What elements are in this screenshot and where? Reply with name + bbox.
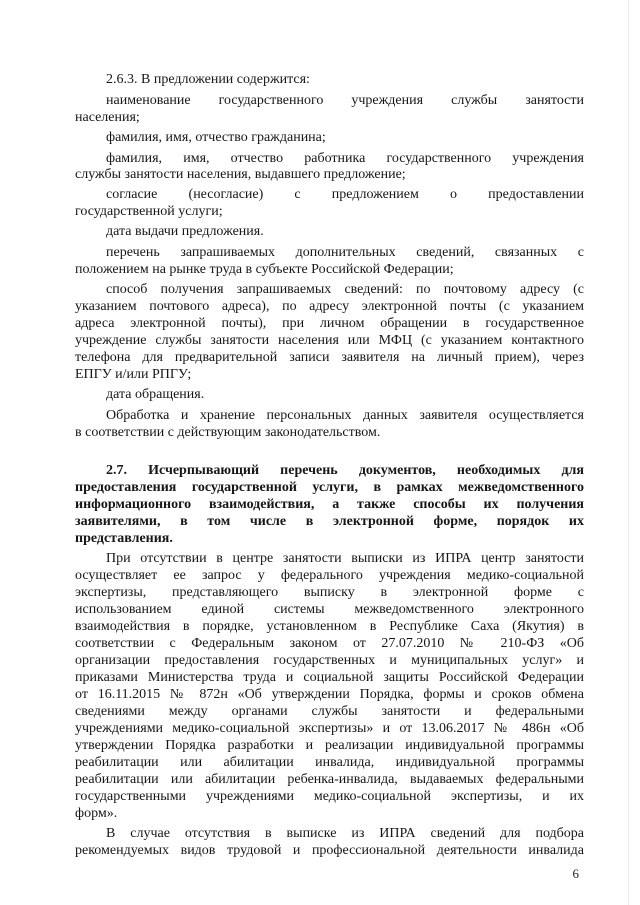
text-line: государственной услуги;	[75, 204, 223, 219]
text-line: дата выдачи предложения.	[106, 224, 264, 239]
text-line: организации предоставления государственных и муниципальных услуг» и	[75, 653, 584, 668]
text-line: реабилитации или абилитации ребенка-инвалида, выдаваемых федеральными	[75, 772, 584, 787]
text-line: форм».	[75, 806, 118, 821]
text-line: положением на рынке труда в субъекте Российской Федерации;	[75, 262, 454, 277]
scan-edge	[628, 0, 629, 905]
text-line: службы занятости населения, выдавшего предложение;	[75, 167, 406, 182]
text-line: сведениями между органами службы занятости и федеральными	[75, 704, 584, 719]
text-line: способ получения запрашиваемых сведений: по почтовому адресу (с	[106, 282, 584, 297]
text-line: утверждении Порядка разработки и реализации индивидуальной программы	[75, 738, 584, 753]
text-line: соответствии с Федеральным законом от 27.07.2010 № 210-ФЗ «Об	[75, 636, 584, 651]
text-line: дата обращения.	[106, 387, 205, 402]
heading-line: предоставления государственной услуги, в рамках межведомственного	[75, 480, 584, 495]
text-line: ЕПГУ и/или РПГУ;	[75, 367, 192, 382]
heading-line: представления.	[75, 531, 173, 546]
heading-line: 2.7. Исчерпывающий перечень документов, необходимых для	[106, 463, 584, 478]
heading-line: заявителями, в том числе в электронной форме, порядок их	[75, 514, 584, 529]
text-line: Обработка и хранение персональных данных заявителя осуществляется	[106, 408, 584, 423]
text-line: При отсутствии в центре занятости выписки из ИПРА центр занятости	[106, 551, 584, 566]
page-number: 6	[572, 866, 579, 881]
text-line: реабилитации или абилитации инвалида, индивидуальной программы	[75, 755, 584, 770]
text-line: указанием почтового адреса), по адресу электронной почты (с указанием	[75, 299, 584, 314]
text-line: экспертизы, представляющего выписку в электронной форме с	[75, 585, 584, 600]
section-heading: 2.6.3. В предложении содержится:	[106, 72, 310, 87]
text-line: учреждениями медико-социальной экспертизы» и от 13.06.2017 № 486н «Об	[75, 721, 584, 736]
text-line: фамилия, имя, отчество работника государственного учреждения	[106, 151, 584, 166]
text-line: осуществляет ее запрос у федерального учреждения медико-социальной	[75, 568, 584, 583]
text-line: населения;	[75, 110, 140, 125]
text-line: государственными учреждениями медико-социальной экспертизы, и их	[75, 789, 584, 804]
text-line: В случае отсутствия в выписке из ИПРА сведений для подбора	[106, 826, 584, 841]
text-line: адреса электронной почты), при личном обращении в государственное	[75, 316, 584, 331]
text-line: в соответствии с действующим законодательством.	[75, 425, 381, 440]
text-line: наименование государственного учреждения службы занятости	[106, 93, 584, 108]
text-line: рекомендуемых видов трудовой и профессиональной деятельности инвалида	[75, 843, 584, 858]
text-line: телефона для предварительной записи заявителя на личный прием), через	[75, 350, 584, 365]
text-line: согласие (несогласие) с предложением о предоставлении	[106, 187, 584, 202]
text-line: приказами Министерства труда и социальной защиты Российской Федерации	[75, 670, 584, 685]
text-line: учреждение службы занятости населения или МФЦ (с указанием контактного	[75, 333, 584, 348]
text-line: взаимодействия в порядке, установленном в Республике Саха (Якутия) в	[75, 619, 584, 634]
heading-line: информационного взаимодействия, а также способы их получения	[75, 497, 584, 512]
text-line: фамилия, имя, отчество гражданина;	[106, 130, 326, 145]
text-line: перечень запрашиваемых дополнительных сведений, связанных с	[106, 245, 584, 260]
text-line: использованием единой системы межведомственного электронного	[75, 602, 584, 617]
text-line: от 16.11.2015 № 872н «Об утверждении Порядка, формы и сроков обмена	[75, 687, 584, 702]
